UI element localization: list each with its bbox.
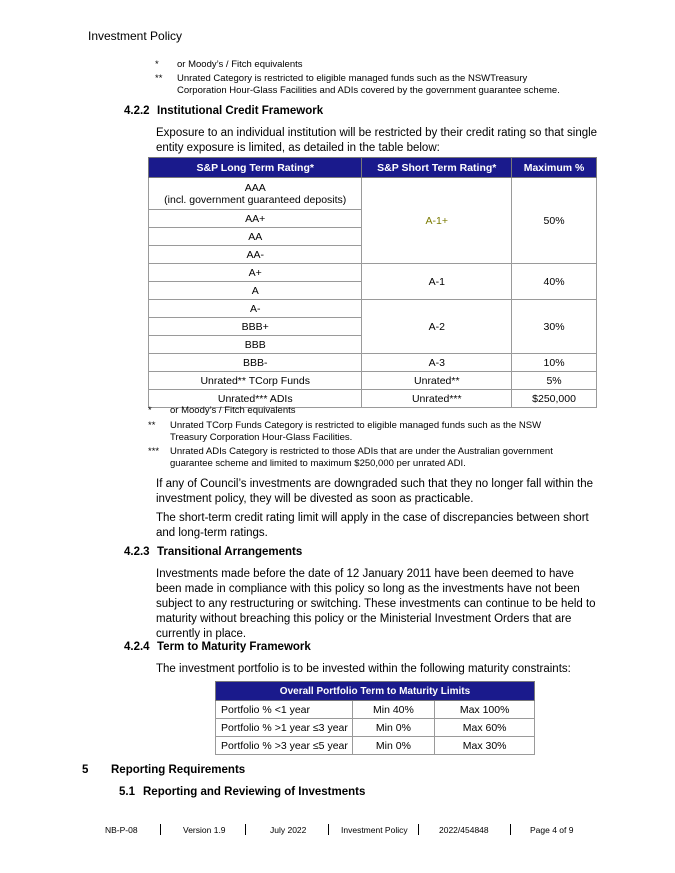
- footer-title: Investment Policy: [341, 825, 408, 835]
- table-cell-long-term: A-: [149, 300, 362, 318]
- paragraph-maturity-intro: The investment portfolio is to be invested within the following maturity constraints:: [156, 663, 571, 675]
- cell-line: AAA: [244, 181, 266, 194]
- table-cell-long-term: A: [149, 282, 362, 300]
- credit-rating-table: [148, 157, 597, 408]
- note-text: Unrated ADIs Category is restricted to those ADIs that are under the Australian government: [170, 446, 553, 457]
- paragraph-credit-intro: [156, 126, 597, 156]
- table-cell-maximum: 10%: [512, 354, 597, 372]
- table-cell-label: Portfolio % >1 year ≤3 year: [216, 719, 353, 737]
- paragraph-line: The short-term credit rating limit will apply in the case of discrepancies between short: [156, 512, 589, 524]
- table-notes: [148, 405, 608, 471]
- table-cell-min: Min 40%: [352, 701, 435, 719]
- note-text: Treasury Corporation Hour-Glass Facilities.: [170, 432, 353, 443]
- paragraph-line: currently in place.: [156, 628, 247, 640]
- paragraph-line: maturity without breaching this policy or the Ministerial Investment Orders that are: [156, 613, 572, 625]
- section-4-2-2-heading: [124, 105, 524, 121]
- maturity-table-title: Overall Portfolio Term to Maturity Limits: [216, 682, 535, 701]
- table-cell-min: Min 0%: [352, 719, 435, 737]
- section-4-2-3-heading: [124, 546, 524, 562]
- table-cell-long-term: BBB-: [149, 354, 362, 372]
- section-number: 4.2.2: [124, 105, 150, 117]
- table-cell-maximum: 40%: [512, 264, 597, 300]
- column-header: S&P Long Term Rating*: [149, 158, 362, 178]
- top-notes: [155, 59, 635, 99]
- section-4-2-4-heading: [124, 641, 524, 657]
- table-cell-short-term: A-1: [362, 264, 512, 300]
- footer-page: Page 4 of 9: [530, 825, 574, 835]
- table-cell-maximum: $250,000: [512, 390, 597, 408]
- section-title: Transitional Arrangements: [157, 546, 303, 558]
- footer-separator: [245, 824, 246, 835]
- note-mark: **: [155, 73, 163, 84]
- footer-separator: [160, 824, 161, 835]
- paragraph-line: Exposure to an individual institution will be restricted by their credit rating so that single: [156, 127, 598, 139]
- footer-ref: 2022/454848: [439, 825, 489, 835]
- section-5-1-number: 5.1: [119, 786, 135, 798]
- footer-separator: [510, 824, 511, 835]
- table-cell-long-term: BBB: [149, 336, 362, 354]
- table-cell-max: Max 30%: [435, 737, 535, 755]
- column-header: Maximum %: [512, 158, 597, 178]
- maturity-table: [215, 681, 535, 755]
- section-title: Institutional Credit Framework: [157, 105, 324, 117]
- paragraph-line: Investments made before the date of 12 January 2011 have been deemed to have: [156, 568, 574, 580]
- footer-date: July 2022: [270, 825, 307, 835]
- note-text: Unrated Category is restricted to eligible managed funds such as the NSWTreasury: [177, 73, 528, 84]
- paragraph-line: been made in compliance with this policy so long as the investments have not been: [156, 583, 580, 595]
- table-cell-long-term: [149, 178, 362, 210]
- table-cell-short-term: A-3: [362, 354, 512, 372]
- footer-doc-id: NB-P-08: [105, 825, 138, 835]
- paragraph-downgrade: [156, 477, 593, 507]
- table-row: [216, 737, 535, 755]
- section-title: Term to Maturity Framework: [157, 641, 311, 653]
- column-header: S&P Short Term Rating*: [362, 158, 512, 178]
- table-cell-label: Portfolio % <1 year: [216, 701, 353, 719]
- page-header: Investment Policy: [88, 29, 183, 43]
- table-cell-long-term: Unrated** TCorp Funds: [149, 372, 362, 390]
- paragraph-line: entity exposure is limited, as detailed in the table below:: [156, 142, 440, 154]
- paragraph-line: and long-term ratings.: [156, 527, 268, 539]
- table-cell-label: Portfolio % >3 year ≤5 year: [216, 737, 353, 755]
- note-text: or Moody’s / Fitch equivalents: [177, 59, 303, 70]
- table-cell-short-term: Unrated***: [362, 390, 512, 408]
- section-5-number: 5: [82, 764, 89, 776]
- table-cell-long-term: AA-: [149, 246, 362, 264]
- note-text: Corporation Hour-Glass Facilities and ADIs covered by the government guarantee scheme.: [177, 85, 560, 96]
- note-mark: *: [155, 59, 159, 70]
- table-cell-min: Min 0%: [352, 737, 435, 755]
- table-cell-maximum: 5%: [512, 372, 597, 390]
- footer-separator: [418, 824, 419, 835]
- note-mark: **: [148, 420, 156, 431]
- table-row: [216, 701, 535, 719]
- note-text: Unrated TCorp Funds Category is restricted to eligible managed funds such as the NSW: [170, 420, 542, 431]
- table-cell-long-term: Unrated*** ADIs: [149, 390, 362, 408]
- footer-version: Version 1.9: [183, 825, 226, 835]
- section-5-1-title: Reporting and Reviewing of Investments: [143, 786, 366, 798]
- note-text: or Moody’s / Fitch equivalents: [170, 405, 296, 416]
- table-cell-long-term: AA+: [149, 210, 362, 228]
- table-cell-maximum: 50%: [512, 178, 597, 264]
- cell-line: (incl. government guaranteed deposits): [164, 193, 347, 206]
- table-cell-maximum: 30%: [512, 300, 597, 354]
- table-cell-max: Max 100%: [435, 701, 535, 719]
- table-cell-short-term: A-1+: [362, 178, 512, 264]
- footer-separator: [328, 824, 329, 835]
- table-row: [216, 719, 535, 737]
- paragraph-line: subject to any restructuring or switching. These investments can continue to be held to: [156, 598, 596, 610]
- table-cell-long-term: A+: [149, 264, 362, 282]
- paragraph-short-term: [156, 511, 589, 541]
- table-cell-max: Max 60%: [435, 719, 535, 737]
- table-cell-short-term: A-2: [362, 300, 512, 354]
- paragraph-line: If any of Council’s investments are downgraded such that they no longer fall within the: [156, 478, 594, 490]
- note-mark: *: [148, 405, 152, 416]
- note-text: guarantee scheme and limited to maximum $250,000 per unrated ADI.: [170, 458, 466, 469]
- table-cell-short-term: Unrated**: [362, 372, 512, 390]
- table-cell-long-term: AA: [149, 228, 362, 246]
- paragraph-line: investment policy, they will be divested as soon as practicable.: [156, 493, 474, 505]
- section-number: 4.2.3: [124, 546, 150, 558]
- section-5-title: Reporting Requirements: [111, 764, 246, 776]
- section-number: 4.2.4: [124, 641, 150, 653]
- table-cell-long-term: BBB+: [149, 318, 362, 336]
- paragraph-transitional: [156, 567, 596, 642]
- note-mark: ***: [148, 446, 160, 457]
